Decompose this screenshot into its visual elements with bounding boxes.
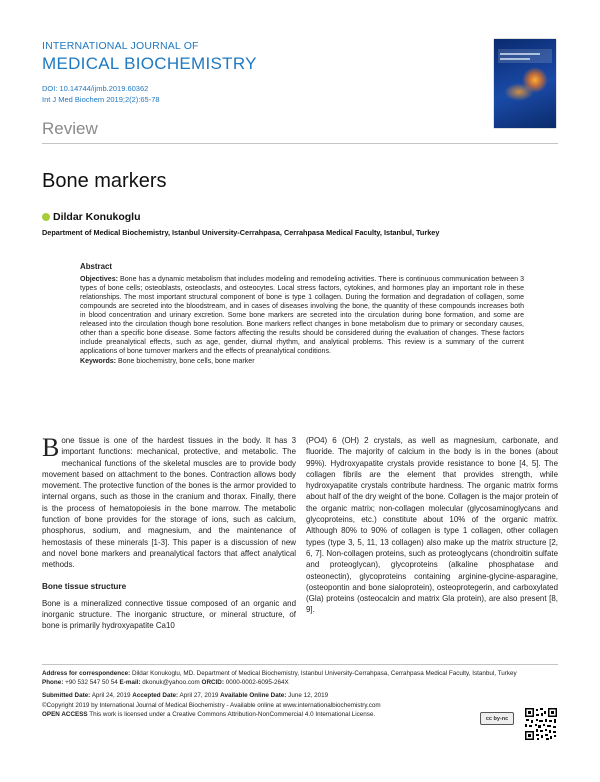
- contact-line: [42, 679, 558, 688]
- abstract-objectives: [80, 275, 524, 356]
- open-access-label: OPEN ACCESS: [42, 711, 88, 719]
- orcid-value[interactable]: 0000-0002-6095-264X: [225, 678, 289, 686]
- body-right-column: [306, 435, 558, 616]
- objectives-text: Bone has a dynamic metabolism that includes modeling and remodeling activities. There is continuous communication between 3 types of bone cells; osteoblasts, osteoclasts, and osteocytes. Local stress factors, cytokines, and hormones play an important role in these relationships. The most important structural component of bone is type 1 collagen. During the formation and degradation of collagen, some compounds are secreted into the bloodstream, and in cases of diseases involving the bone, the quantity of these compounds increases both in blood concentration and urinary excretion. Some bone markers are secreted into the circulation during bone formation, and some are released into the circulation though bone resolution. Bone markers reflect changes in bone metabolism due to primary or secondary causes, other than a specific bone disease. Some factors affecting the results should be considered during the evaluation of changes. These factors include preanalytical effects, such as age, gender, diurnal rhythm, and analytical problems. This review is a summary of the current applications of bone turnover markers and the effects of preanalytical conditions.: [80, 276, 524, 356]
- orcid-label: ORCID:: [201, 678, 224, 686]
- email-link[interactable]: dkonuk@yahoo.com: [142, 678, 200, 686]
- address-text: Dildar Konukoglu, MD. Department of Medical Biochemistry, Istanbul University-Cerrahpasa, Cerrahpasa Medical Faculty, Istanbul, Turkey: [131, 670, 517, 677]
- submitted-value: April 24, 2019: [91, 691, 131, 699]
- dates-line: [42, 692, 558, 701]
- email-label: E-mail:: [119, 678, 141, 686]
- section-label: Review: [42, 119, 98, 138]
- right-column-text: (PO4) 6 (OH) 2 crystals, as well as magnesium, carbonate, and fluoride. The majority of calcium in the body is in the bones (about 99%). Hydroxyapatite crystals provide resistance to bone [4, 5]. The collagen fibrils are the element that provides strength, while hydroxyapatite crystals contribute hardness. The organic matrix forms about half of the dry weight of the bone. Collagen is the major protein of the organic matrix; non-collagen molecular (glycosaminoglycans and glycoproteins, etc.) constitute about 10% of the organic matrix. Although 80% to 90% of collagen is type 1 collagen, other collagen types (type 3, 5, 11, 13 collagen) also make up the matrix structure [2, 6, 7]. Non-collagen proteins, such as proteoglycans (chondroitin sulfate and proteoglycan), glycoproteins (alkaline phosphatase and osteonectin), glycoproteins containing arginine-glycine-asparagine, (osteopontin and bone sialoprotein), osteoprotegerin, and carboxylated (Gla) proteins (osteocalcin and matrix Gla protein), are also present [8, 9].: [306, 436, 558, 615]
- doi[interactable]: DOI: 10.14744/ijmb.2019.60362: [42, 84, 149, 93]
- author-line: [42, 211, 141, 223]
- journal-name-line1: INTERNATIONAL JOURNAL OF: [42, 40, 199, 52]
- structure-paragraph: Bone is a mineralized connective tissue composed of an organic and inorganic structure. The inorganic structure, or mineral structure, of bone is primarily hydroxyapatite Ca10: [42, 598, 296, 631]
- accepted-label: Accepted Date:: [132, 691, 179, 699]
- correspondence-address: [42, 670, 558, 679]
- online-label: Available Online Date:: [220, 691, 287, 699]
- qr-code-icon: [524, 707, 558, 741]
- cc-license-badge[interactable]: cc by-nc: [480, 712, 514, 725]
- phone-value: +90 532 547 50 54: [65, 678, 118, 686]
- objectives-label: Objectives:: [80, 276, 118, 284]
- intro-text: one tissue is one of the hardest tissues in the body. It has 3 important functions: mechanical, protective, and metabolic. The mechanical functions of the skeletal muscles are to provide body movement based on attachment to the bones. Contraction allows body movement. The protective function of the bones is the armor provided to internal organs, such as those in the cranium and thorax. Finally, there is the process of hematopoiesis in the bone marrow. The metabolic function of bone provides for the storage of ions, such as calcium, phosphorus, sodium, and magnesium, and the maintenance of hemostasis of these minerals [1-3]. This paper is a discussion of new and novel bone markers and preanalytical factors that affect analytical methods.: [42, 436, 296, 570]
- address-label: Address for correspondence:: [42, 670, 131, 677]
- bone-tissue-structure-heading: Bone tissue structure: [42, 581, 127, 591]
- affiliation: Department of Medical Biochemistry, Istanbul University-Cerrahpasa, Cerrahpasa Medical Faculty, Istanbul, Turkey: [42, 228, 440, 237]
- drop-cap: B: [42, 433, 60, 462]
- submitted-label: Submitted Date:: [42, 691, 91, 699]
- phone-label: Phone:: [42, 678, 64, 686]
- license-text[interactable]: This work is licensed under a Creative Commons Attribution-NonCommercial 4.0 International License.: [89, 711, 376, 719]
- body-left-column: [42, 435, 296, 632]
- article-title: Bone markers: [42, 170, 167, 192]
- abstract-keywords: [80, 357, 524, 366]
- accepted-value: April 27, 2019: [179, 691, 219, 699]
- citation: Int J Med Biochem 2019;2(2):65-78: [42, 95, 160, 104]
- author-name: Dildar Konukoglu: [53, 211, 141, 223]
- online-value: June 12, 2019: [288, 691, 329, 699]
- journal-name-line2: MEDICAL BIOCHEMISTRY: [42, 54, 257, 73]
- copyright-line: ©Copyright 2019 by International Journal of Medical Biochemistry - Available online at www.internationalbiochemistry.com: [42, 702, 381, 710]
- abstract: [80, 262, 524, 367]
- abstract-heading: Abstract: [80, 262, 113, 271]
- header-divider: [42, 143, 558, 144]
- keywords-text: Bone biochemistry, bone cells, bone marker: [118, 358, 255, 366]
- journal-cover-image: [494, 39, 556, 128]
- intro-paragraph: [42, 435, 296, 571]
- keywords-label: Keywords:: [80, 358, 117, 366]
- footer-divider: [42, 664, 558, 665]
- orcid-icon[interactable]: [42, 213, 50, 221]
